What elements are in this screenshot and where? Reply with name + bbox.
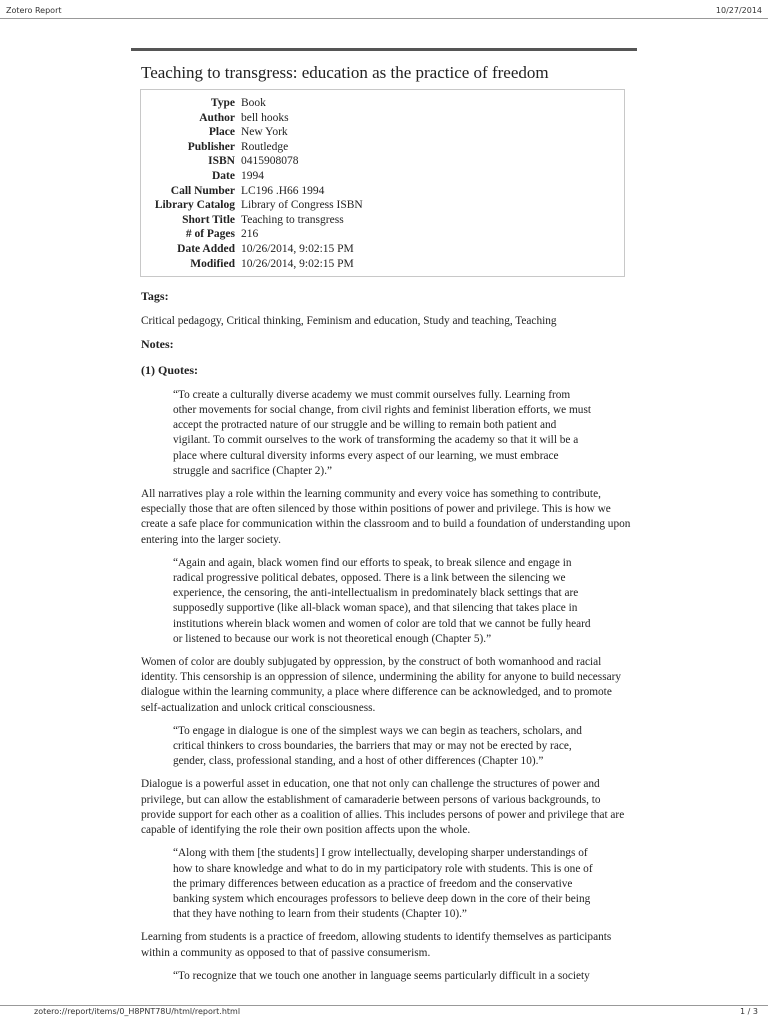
metadata-row xyxy=(141,242,363,257)
report-content xyxy=(141,289,633,992)
tags-list: Critical pedagogy, Critical thinking, Feminism and education, Study and teaching, Teaching xyxy=(141,315,557,328)
metadata-row xyxy=(141,140,363,155)
metadata-key: Modified xyxy=(190,257,235,270)
item-top-rule xyxy=(131,48,637,51)
metadata-value: Routledge xyxy=(241,140,289,153)
metadata-key: ISBN xyxy=(208,155,235,168)
metadata-key: Date Added xyxy=(177,242,235,255)
metadata-row xyxy=(141,125,363,140)
metadata-key: Author xyxy=(199,111,235,124)
metadata-table xyxy=(141,96,363,271)
metadata-key: Call Number xyxy=(170,184,235,197)
metadata-row xyxy=(141,111,363,126)
metadata-key: Date xyxy=(212,169,235,182)
note-quote: “To recognize that we touch one another in language seems particularly difficult in a society xyxy=(173,969,590,982)
metadata-value: bell hooks xyxy=(241,111,289,124)
note-paragraph: Women of color are doubly subjugated by oppression, by the construct of both womanhood and racial identity. This censorship is an oppression of silence, undermining the ability for anyone to build necessary dialogue within the learning community, a place where difference can be acknowledged, and to promote self-actualization and unlock critical consciousness. xyxy=(141,656,622,714)
metadata-row xyxy=(141,96,363,111)
metadata-key: # of Pages xyxy=(185,228,235,241)
metadata-value: 216 xyxy=(241,228,259,241)
note-paragraph: Learning from students is a practice of freedom, allowing students to identify themselves as participants within a community as opposed to that of passive consumerism. xyxy=(141,931,612,959)
metadata-row xyxy=(141,227,363,242)
header-divider xyxy=(0,18,768,19)
notes-heading: Notes: xyxy=(141,337,174,352)
metadata-row xyxy=(141,184,363,199)
note-paragraph: Dialogue is a powerful asset in education, one that not only can challenge the structures of power and privilege, but can allow the establishment of camaraderie between persons of various backgrounds, to provide support for each other as a coalition of allies. This includes persons of power and privilege that are capable of identifying the role their own position affects upon the whole. xyxy=(141,778,625,837)
footer-url: zotero://report/items/0_H8PNT78U/html/report.html xyxy=(34,1007,241,1016)
metadata-value: Library of Congress ISBN xyxy=(241,199,363,212)
header-app-name: Zotero Report xyxy=(6,6,62,15)
metadata-value: 10/26/2014, 9:02:15 PM xyxy=(241,242,354,255)
note-body xyxy=(141,388,633,984)
metadata-value: Book xyxy=(241,97,266,109)
metadata-value: 0415908078 xyxy=(241,155,299,168)
metadata-row xyxy=(141,213,363,228)
note-title: (1) Quotes: xyxy=(141,362,198,377)
metadata-key: Short Title xyxy=(182,213,235,226)
note-quote: “To create a culturally diverse academy we must commit ourselves fully. Learning from other movements for social change, from civil rights and feminist liberation efforts, we must accept the protracted nature of our struggle and be willing to remain both patient and vigilant. To commit ourselves to the work of transforming the academy so that it will be a place where cultural diversity informs every aspect of our learning, we must embrace struggle and sacrifice (Chapter 2).” xyxy=(173,388,591,477)
note-quote: “Again and again, black women find our efforts to speak, to break silence and engage in radical progressive political debates, opposed. There is a link between the silencing we experience, the censoring, the anti-intellectualism in predominately black settings that are supposedly supportive (like all-black woman space), and that silencing that takes place in institutions wherein black women and women of color are told that we cannot be fully heard or listened to because our work is not theoretical enough (Chapter 5).” xyxy=(173,556,591,645)
metadata-value: 10/26/2014, 9:02:15 PM xyxy=(241,257,354,270)
metadata-key: Type xyxy=(210,97,235,109)
metadata-key: Library Catalog xyxy=(154,199,235,212)
footer-divider xyxy=(0,1005,768,1006)
metadata-row xyxy=(141,257,363,272)
item-title: Teaching to transgress: education as the practice of freedom xyxy=(141,63,549,82)
metadata-value: LC196 .H66 1994 xyxy=(241,184,325,197)
note-quote: “Along with them [the students] I grow intellectually, developing sharper understandings of how to share knowledge and what to do in my participatory role with students. This is one of the primary differences between education as a practice of freedom and the conservative banking system which encourages professors to believe deep down in the core of their being that they have nothing to learn from their students (Chapter 10).” xyxy=(173,847,593,921)
note-paragraph: All narratives play a role within the learning community and every voice has something to contribute, especially those that are often silenced by those within positions of power and privilege. This is how we create a safe place for communication within the classroom and to build a foundation of understanding upon entering into the larger society. xyxy=(141,488,631,546)
page-header xyxy=(6,6,762,18)
metadata-value: 1994 xyxy=(241,169,264,182)
page-footer xyxy=(34,1007,758,1019)
note-quote: “To engage in dialogue is one of the simplest ways we can begin as teachers, scholars, and critical thinkers to cross boundaries, the barriers that may or may not be erected by race, gender, class, professional standing, and a host of other differences (Chapter 10).” xyxy=(173,724,582,768)
metadata-value: New York xyxy=(241,126,288,139)
metadata-row xyxy=(141,154,363,169)
header-date: 10/27/2014 xyxy=(715,6,762,15)
metadata-key: Place xyxy=(208,126,235,139)
footer-page-number: 1 / 3 xyxy=(740,1007,758,1016)
metadata-row xyxy=(141,198,363,213)
metadata-row xyxy=(141,169,363,184)
metadata-value: Teaching to transgress xyxy=(241,213,344,226)
metadata-key: Publisher xyxy=(187,140,235,153)
tags-heading: Tags: xyxy=(141,289,169,303)
item-metadata-box xyxy=(140,89,625,277)
